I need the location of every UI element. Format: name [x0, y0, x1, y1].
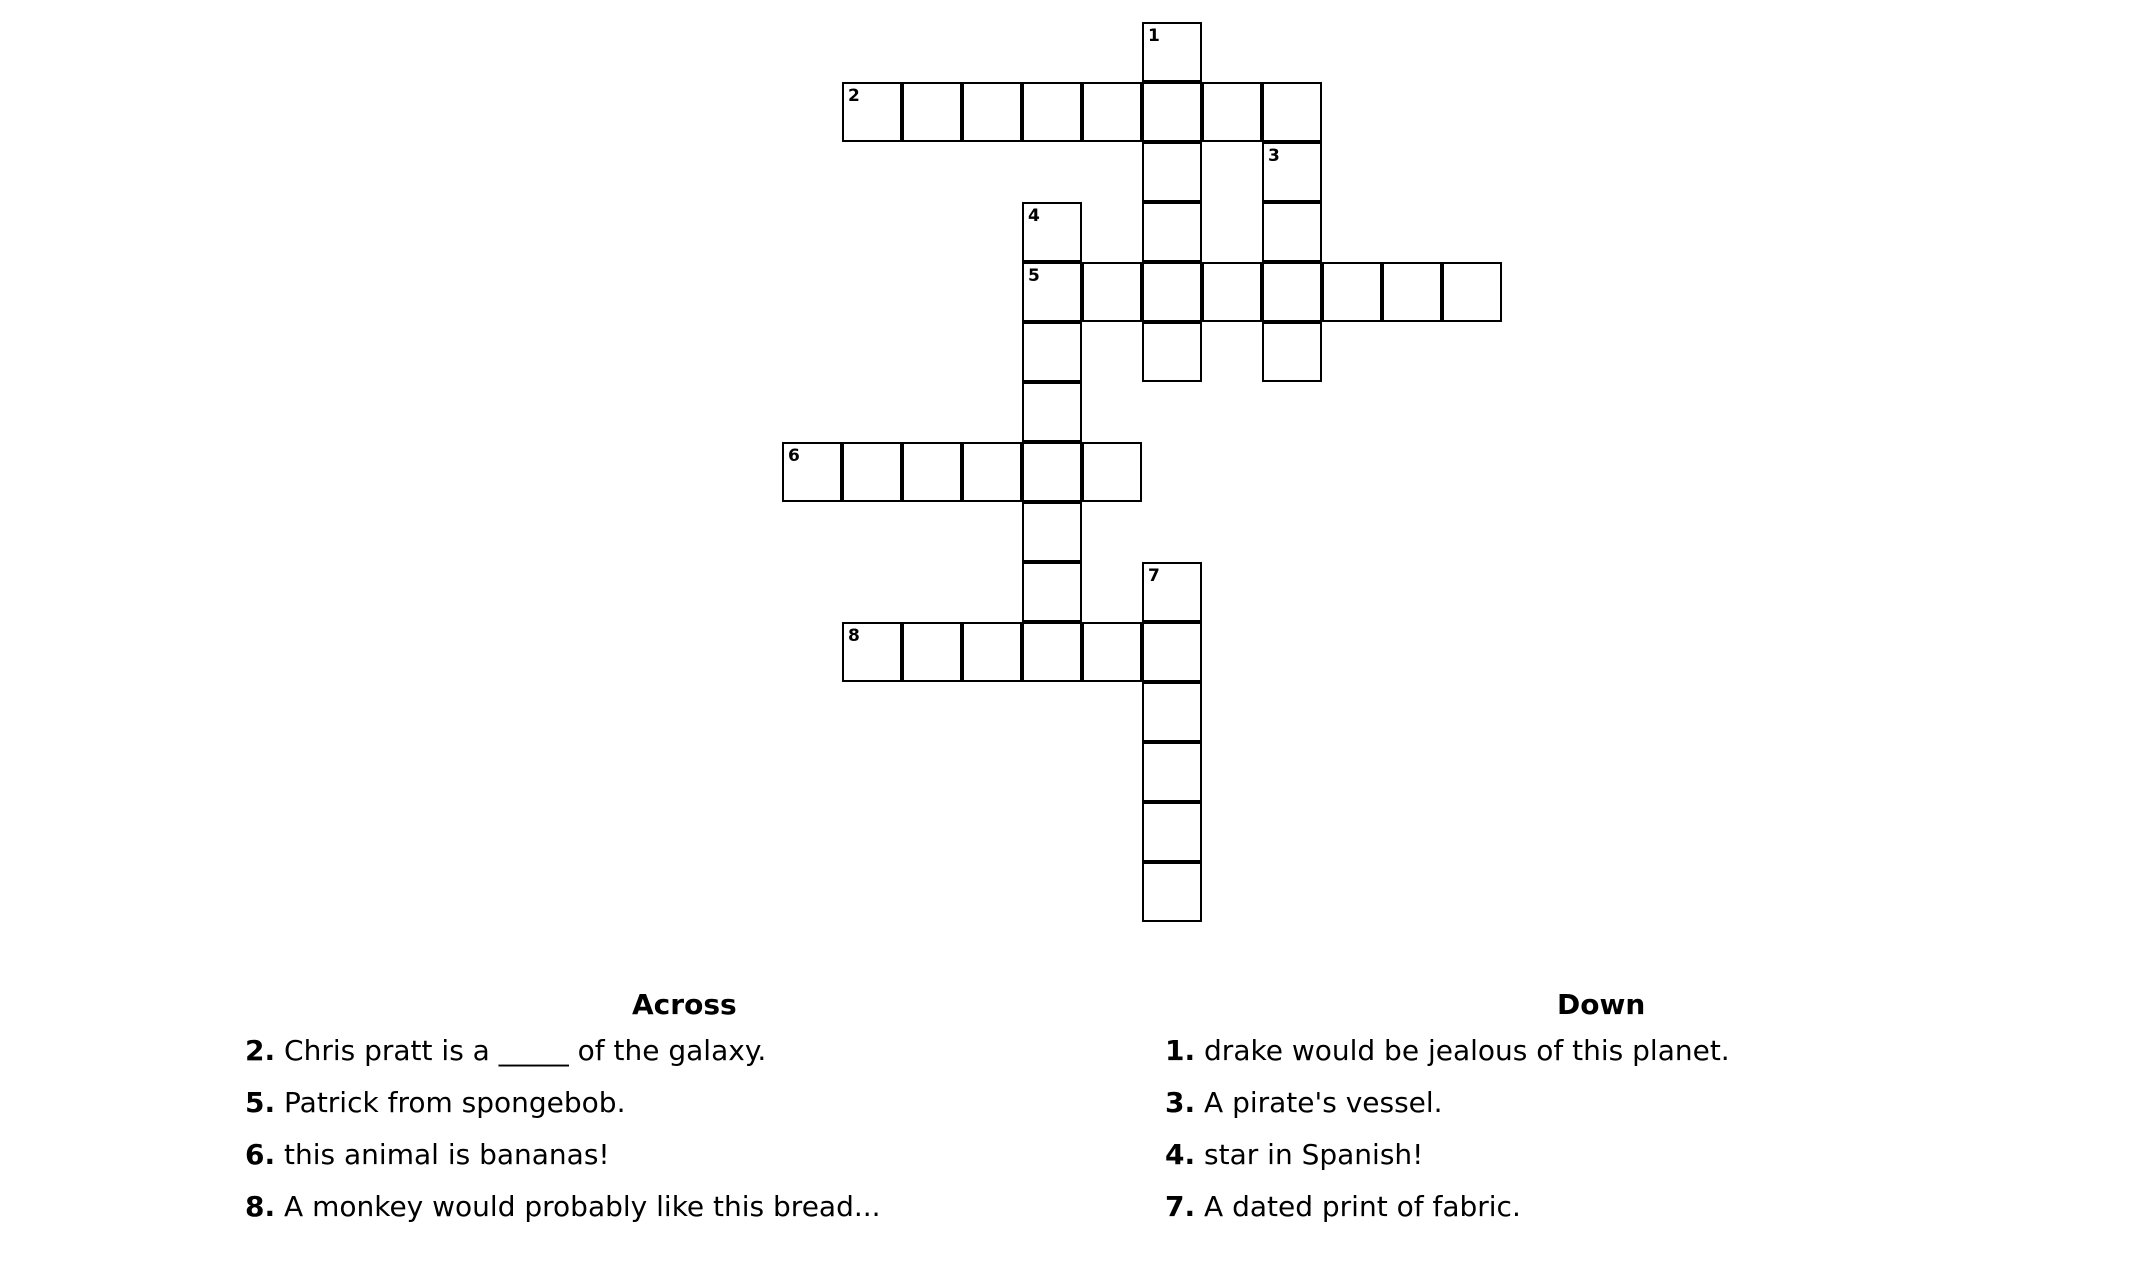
- clue-number: 4.: [1165, 1138, 1196, 1171]
- clue-text: Chris pratt is a _____ of the galaxy.: [284, 1034, 767, 1067]
- clue-text: A dated print of fabric.: [1204, 1190, 1521, 1223]
- grid-cell[interactable]: [1142, 142, 1202, 202]
- grid-cell[interactable]: [902, 82, 962, 142]
- cell-number: 7: [1148, 566, 1160, 586]
- cell-number: 1: [1148, 26, 1160, 46]
- clue-number: 3.: [1165, 1086, 1196, 1119]
- grid-cell[interactable]: [1382, 262, 1442, 322]
- grid-cell[interactable]: [1082, 442, 1142, 502]
- grid-cell[interactable]: [1262, 202, 1322, 262]
- grid-cell[interactable]: [1202, 262, 1262, 322]
- grid-cell[interactable]: [902, 622, 962, 682]
- grid-cell[interactable]: [1142, 682, 1202, 742]
- grid-cell[interactable]: [1142, 802, 1202, 862]
- grid-cell[interactable]: [1142, 202, 1202, 262]
- grid-cell[interactable]: [1442, 262, 1502, 322]
- grid-cell[interactable]: [842, 82, 902, 142]
- grid-cell[interactable]: [962, 622, 1022, 682]
- grid-cell[interactable]: [1262, 322, 1322, 382]
- grid-cell[interactable]: [1322, 262, 1382, 322]
- grid-cell[interactable]: [842, 622, 902, 682]
- grid-cell[interactable]: [962, 442, 1022, 502]
- clue-text: A pirate's vessel.: [1204, 1086, 1443, 1119]
- grid-cell[interactable]: [1262, 142, 1322, 202]
- clue-number: 2.: [245, 1034, 276, 1067]
- clue-down-4: [1165, 1135, 2045, 1187]
- clue-across-5: [245, 1083, 1125, 1135]
- grid-cell[interactable]: [1142, 262, 1202, 322]
- grid-cell[interactable]: [1142, 82, 1202, 142]
- clue-number: 8.: [245, 1190, 276, 1223]
- across-clues: [245, 985, 1125, 1239]
- grid-cell[interactable]: [1262, 82, 1322, 142]
- grid-cell[interactable]: [1022, 442, 1082, 502]
- grid-cell[interactable]: [1022, 322, 1082, 382]
- clue-across-6: [245, 1135, 1125, 1187]
- clue-number: 7.: [1165, 1190, 1196, 1223]
- grid-cell[interactable]: [1022, 382, 1082, 442]
- clue-across-8: [245, 1187, 1125, 1239]
- clue-number: 5.: [245, 1086, 276, 1119]
- grid-cell[interactable]: [1142, 862, 1202, 922]
- grid-cell[interactable]: [1142, 322, 1202, 382]
- cell-number: 2: [848, 86, 860, 106]
- grid-cell[interactable]: [1082, 82, 1142, 142]
- clue-across-2: [245, 1031, 1125, 1083]
- grid-cell[interactable]: [782, 442, 842, 502]
- grid-cell[interactable]: [1022, 562, 1082, 622]
- grid-cell[interactable]: [1082, 262, 1142, 322]
- grid-cell[interactable]: [1022, 622, 1082, 682]
- cell-number: 6: [788, 446, 800, 466]
- grid-cell[interactable]: [1022, 502, 1082, 562]
- clue-text: A monkey would probably like this bread...: [284, 1190, 881, 1223]
- clue-number: 1.: [1165, 1034, 1196, 1067]
- grid-cell[interactable]: [1202, 82, 1262, 142]
- grid-cell[interactable]: [902, 442, 962, 502]
- across-heading: Across: [632, 988, 737, 1021]
- clue-text: this animal is bananas!: [284, 1138, 610, 1171]
- grid-cell[interactable]: [842, 442, 902, 502]
- cell-number: 5: [1028, 266, 1040, 286]
- cell-number: 3: [1268, 146, 1280, 166]
- grid-cell[interactable]: [1142, 622, 1202, 682]
- grid-cell[interactable]: [962, 82, 1022, 142]
- cell-number: 8: [848, 626, 860, 646]
- grid-cell[interactable]: [1142, 22, 1202, 82]
- grid-cell[interactable]: [1022, 262, 1082, 322]
- clue-number: 6.: [245, 1138, 276, 1171]
- grid-cell[interactable]: [1262, 262, 1322, 322]
- clue-text: star in Spanish!: [1204, 1138, 1424, 1171]
- clue-down-3: [1165, 1083, 2045, 1135]
- clue-text: drake would be jealous of this planet.: [1204, 1034, 1730, 1067]
- clue-down-7: [1165, 1187, 2045, 1239]
- down-heading: Down: [1557, 988, 1646, 1021]
- cell-number: 4: [1028, 206, 1040, 226]
- grid-cell[interactable]: [1142, 562, 1202, 622]
- grid-cell[interactable]: [1022, 202, 1082, 262]
- clue-text: Patrick from spongebob.: [284, 1086, 626, 1119]
- down-clues: [1165, 985, 2045, 1239]
- grid-cell[interactable]: [1022, 82, 1082, 142]
- grid-cell[interactable]: [1082, 622, 1142, 682]
- grid-cell[interactable]: [1142, 742, 1202, 802]
- clue-down-1: [1165, 1031, 2045, 1083]
